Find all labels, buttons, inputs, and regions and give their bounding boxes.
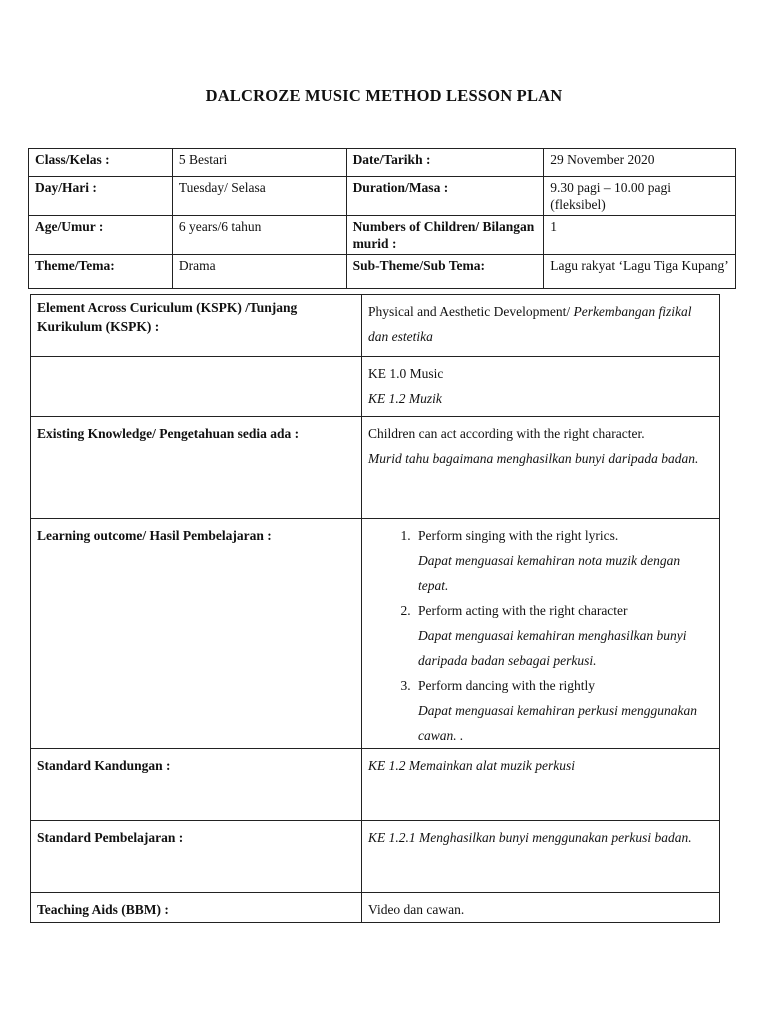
outcome-label: Learning outcome/ Hasil Pembelajaran : [31, 519, 362, 749]
subtheme-value: Lagu rakyat ‘Lagu Tiga Kupang’ [544, 255, 736, 289]
teaching-aids-value: Video dan cawan. [362, 893, 720, 923]
teaching-aids-label: Teaching Aids (BBM) : [31, 893, 362, 923]
empty-cell [31, 357, 362, 417]
table-row [31, 295, 720, 357]
outcome-malay: Dapat menguasai kemahiran nota muzik dengan tepat. [418, 553, 681, 593]
children-label: Numbers of Children/ Bilangan murid : [346, 216, 544, 255]
outcome-list [368, 523, 713, 748]
list-item [414, 523, 713, 598]
theme-value: Drama [172, 255, 346, 289]
table-row [29, 177, 736, 216]
element-english: Physical and Aesthetic Development/ [368, 304, 574, 319]
lesson-info-table [28, 148, 736, 289]
subtheme-label: Sub-Theme/Sub Tema: [346, 255, 544, 289]
knowledge-malay: Murid tahu bagaimana menghasilkan bunyi daripada badan. [368, 451, 699, 466]
day-label: Day/Hari : [29, 177, 173, 216]
table-row [31, 357, 720, 417]
outcome-value [362, 519, 720, 749]
knowledge-english: Children can act according with the right character. [368, 426, 645, 441]
age-value: 6 years/6 tahun [172, 216, 346, 255]
table-row [29, 149, 736, 177]
knowledge-value [362, 417, 720, 519]
standard-pembelajaran-value: KE 1.2.1 Menghasilkan bunyi menggunakan perkusi badan. [362, 821, 720, 893]
table-row [31, 893, 720, 923]
outcome-english: 1. Perform singing with the right lyrics. [418, 528, 619, 543]
table-row [31, 749, 720, 821]
children-value: 1 [544, 216, 736, 255]
table-row [29, 255, 736, 289]
outcome-english: 2. Perform acting with the right character [418, 603, 628, 618]
date-value: 29 November 2020 [544, 149, 736, 177]
table-row [31, 821, 720, 893]
music-malay: KE 1.2 Muzik [368, 391, 442, 406]
element-value [362, 295, 720, 357]
lesson-plan-table [30, 294, 720, 923]
page-title: DALCROZE MUSIC METHOD LESSON PLAN [205, 86, 563, 105]
theme-label: Theme/Tema: [29, 255, 173, 289]
knowledge-label: Existing Knowledge/ Pengetahuan sedia ada : [31, 417, 362, 519]
standard-kandungan-value: KE 1.2 Memainkan alat muzik perkusi [362, 749, 720, 821]
list-item [414, 673, 713, 748]
list-item [414, 598, 713, 673]
table-row [29, 216, 736, 255]
outcome-malay: Dapat menguasai kemahiran perkusi menggunakan cawan. . [418, 703, 697, 743]
outcome-english: 3. Perform dancing with the rightly [418, 678, 595, 693]
element-label: Element Across Curiculum (KSPK) /Tunjang Kurikulum (KSPK) : [31, 295, 362, 357]
class-value: 5 Bestari [172, 149, 346, 177]
table-row [31, 417, 720, 519]
class-label: Class/Kelas : [29, 149, 173, 177]
standard-pembelajaran-label: Standard Pembelajaran : [31, 821, 362, 893]
standard-kandungan-label: Standard Kandungan : [31, 749, 362, 821]
element-malay: Perkembangan fizikal dan estetika [368, 304, 692, 344]
music-english: KE 1.0 Music [368, 366, 444, 381]
outcome-malay: Dapat menguasai kemahiran menghasilkan bunyi daripada badan sebagai perkusi. [418, 628, 687, 668]
date-label: Date/Tarikh : [346, 149, 544, 177]
duration-label: Duration/Masa : [346, 177, 544, 216]
table-row [31, 519, 720, 749]
duration-value: 9.30 pagi – 10.00 pagi (fleksibel) [544, 177, 736, 216]
day-value: Tuesday/ Selasa [172, 177, 346, 216]
music-value [362, 357, 720, 417]
age-label: Age/Umur : [29, 216, 173, 255]
